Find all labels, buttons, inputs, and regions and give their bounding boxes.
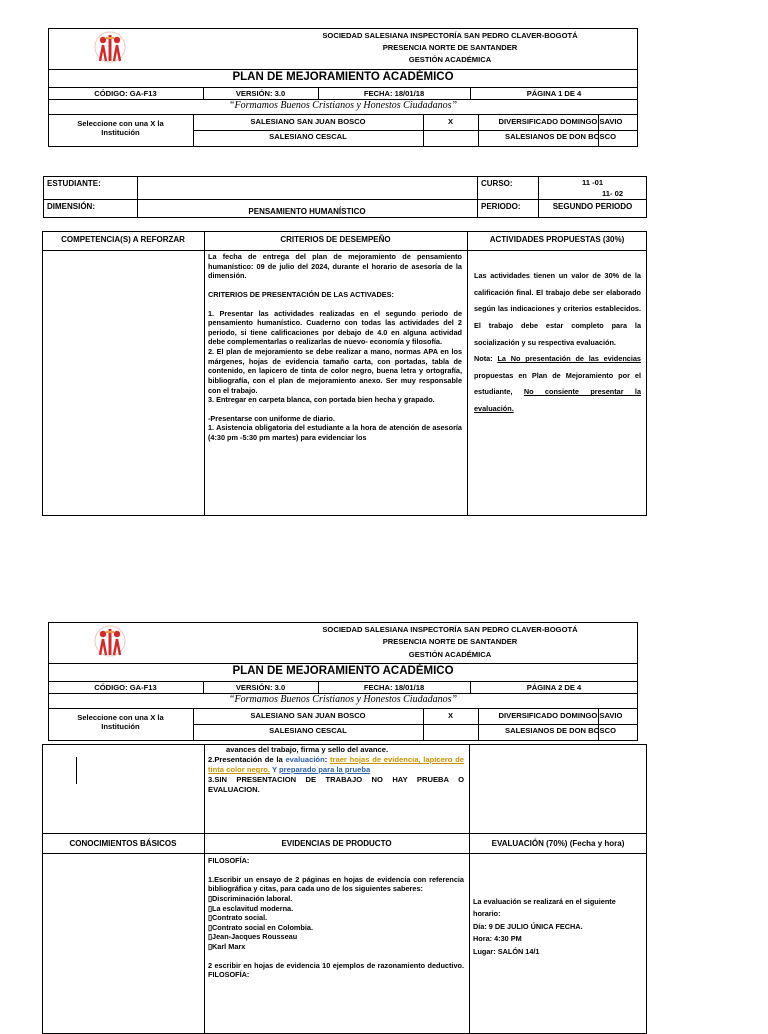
inst-2: DIVERSIFICADO DOMINGO SAVIO bbox=[498, 711, 623, 720]
pagina: PÁGINA 1 DE 4 bbox=[526, 89, 582, 98]
salesian-logo bbox=[92, 31, 128, 65]
select-label: Seleccione con una X la Institución bbox=[77, 119, 164, 138]
header-criterios: CRITERIOS DE DESEMPEÑO bbox=[280, 235, 391, 244]
header-competencias: COMPETENCIA(S) A REFORZAR bbox=[61, 235, 185, 244]
header-conocimientos: CONOCIMIENTOS BÁSICOS bbox=[69, 839, 177, 848]
continuation-text: avances del trabajo, firma y sello del avance. 2.Presentación de la evaluación: traer hojas de evidencia, lapicero de tinta color negro. Y preparado para la prueba 3.SIN PRESENTACION DE TRABAJO NO HAY PRUEBA O EVALUACION. bbox=[208, 745, 464, 795]
fecha: FECHA: 18/01/18 bbox=[363, 683, 425, 692]
pagina: PÁGINA 2 DE 4 bbox=[526, 683, 582, 692]
codigo: CÓDIGO: GA-F13 bbox=[94, 683, 157, 692]
label-curso: CURSO: bbox=[481, 179, 513, 188]
org-line-3: GESTIÓN ACADÉMICA bbox=[408, 55, 492, 64]
label-periodo: PERIODO: bbox=[481, 202, 521, 211]
curso-value-1: 11 -01 bbox=[581, 178, 604, 187]
text-cursor bbox=[76, 757, 77, 784]
inst-1: SALESIANO SAN JUAN BOSCO bbox=[250, 711, 366, 720]
periodo-value: SEGUNDO PERIODO bbox=[552, 202, 633, 211]
motto: “Formamos Buenos Cristianos y Honestos Ciudadanos” bbox=[228, 100, 458, 111]
doc-title: PLAN DE MEJORAMIENTO ACADÉMICO bbox=[232, 71, 454, 83]
inst-3: SALESIANO CESCAL bbox=[269, 726, 347, 735]
inst-2: DIVERSIFICADO DOMINGO SAVIO bbox=[498, 117, 623, 126]
org-line-2: PRESENCIA NORTE DE SANTANDER bbox=[382, 637, 518, 646]
select-label: Seleccione con una X la Institución bbox=[77, 713, 164, 732]
inst-4: SALESIANOS DE DON BOSCO bbox=[505, 132, 616, 141]
inst-mark[interactable]: X bbox=[447, 711, 454, 720]
doc-title: PLAN DE MEJORAMIENTO ACADÉMICO bbox=[232, 665, 454, 677]
fecha: FECHA: 18/01/18 bbox=[363, 89, 425, 98]
evaluacion-text: La evaluación se realizará en el siguiente horario: Día: 9 DE JULIO ÚNICA FECHA. Hora: 4:30 PM Lugar: SALÓN 14/1 bbox=[473, 897, 616, 956]
codigo: CÓDIGO: GA-F13 bbox=[94, 89, 157, 98]
version: VERSIÓN: 3.0 bbox=[235, 89, 286, 98]
inst-1: SALESIANO SAN JUAN BOSCO bbox=[250, 117, 366, 126]
evidencias-text: FILOSOFÍA: 1.Escribir un ensayo de 2 páginas en hojas de evidencia con referencia bibliográfica y citas, para cada uno de los siguientes saberes: ▯Discriminación laboral. ▯La esclavitud moderna. ▯Contrato social. ▯Contrato social en Colombia. ▯Jean-Jacques Rousseau ▯Karl Marx 2 escribir en hojas de evidencia 10 ejemplos de razonamiento deductivo. FILOSOFÍA: bbox=[208, 856, 464, 980]
label-dimension: DIMENSIÓN: bbox=[47, 202, 95, 211]
salesian-logo bbox=[92, 625, 128, 659]
org-line-1: SOCIEDAD SALESIANA INSPECTORÍA SAN PEDRO CLAVER-BOGOTÁ bbox=[322, 625, 578, 634]
header-evaluacion: EVALUACIÓN (70%) (Fecha y hora) bbox=[491, 839, 625, 848]
header-actividades: ACTIVIDADES PROPUESTAS (30%) bbox=[489, 235, 625, 244]
curso-value-2: 11- 02 bbox=[601, 189, 624, 198]
version: VERSIÓN: 3.0 bbox=[235, 683, 286, 692]
dimension-value: PENSAMIENTO HUMANÍSTICO bbox=[248, 207, 366, 216]
label-estudiante: ESTUDIANTE: bbox=[47, 179, 101, 188]
inst-4: SALESIANOS DE DON BOSCO bbox=[505, 726, 616, 735]
org-line-3: GESTIÓN ACADÉMICA bbox=[408, 650, 492, 659]
org-line-2: PRESENCIA NORTE DE SANTANDER bbox=[382, 43, 518, 52]
criterios-text: La fecha de entrega del plan de mejoramiento de pensamiento humanístico: 09 de julio del 2024, durante el horario de asesoría de la dimensión. CRITERIOS DE PRESENTACIÓN DE LAS ACTIVADES: 1. Presentar las actividades realizadas en el segundo periodo de pensamiento humanístico. Cuaderno con todas las actividades del 2 periodo, si tiene calificaciones por debajo de 4.0 en alguna actividad debe complementarlas o realizarlas de nuevo- economía y filosofía. 2. El plan de mejoramiento se debe realizar a mano, normas APA en los márgenes, hojas de evidencia tamaño carta, con portadas, tabla de contenido, en lapicero de tinta de color negro, buena letra y ortografía, bibliografía, con el plan de mejoramiento anexo. Ser muy responsable con el trabajo. 3. Entregar en carpeta blanca, con portada bien hecha y grapado. -Presentarse con uniforme de diario. 1. Asistencia obligatoria del estudiante a la hora de atención de asesoría (4:30 pm -5:30 pm martes) para evidenciar los bbox=[208, 252, 462, 442]
inst-mark[interactable]: X bbox=[447, 117, 454, 126]
inst-3: SALESIANO CESCAL bbox=[269, 132, 347, 141]
header-evidencias: EVIDENCIAS DE PRODUCTO bbox=[281, 839, 392, 848]
org-line-1: SOCIEDAD SALESIANA INSPECTORÍA SAN PEDRO CLAVER-BOGOTÁ bbox=[322, 31, 578, 40]
actividades-text: Las actividades tienen un valor de 30% de la calificación final. El trabajo debe ser elaborado según las indicaciones y criterios establecidos. El trabajo debe estar completo para la socialización y su respectiva evaluación. Nota: La No presentación de las evidencias propuestas en Plan de Mejoramiento por el estudiante, No consiente presentar la evaluación. bbox=[474, 271, 641, 413]
motto: “Formamos Buenos Cristianos y Honestos Ciudadanos” bbox=[228, 694, 458, 705]
